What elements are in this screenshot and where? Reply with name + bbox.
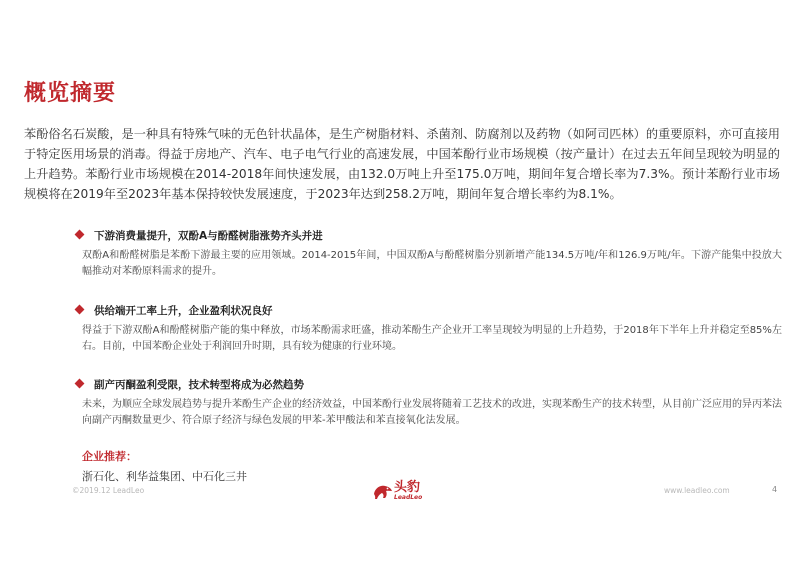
summary-section-3	[82, 377, 782, 429]
summary-section-2	[82, 303, 782, 355]
section-body: 双酚A和酚醛树脂是苯酚下游最主要的应用领域。2014-2015年间，中国双酚A与酚醛树脂分别新增产能134.5万吨/年和126.9万吨/年。下游产能集中投放大幅推动对苯酚原料需求的提升。	[82, 250, 782, 277]
recommend-companies: 浙石化、利华益集团、中石化三井	[82, 470, 247, 483]
diamond-bullet-icon	[75, 305, 85, 315]
section-body: 未来，为顺应全球发展趋势与提升苯酚生产企业的经济效益，中国苯酚行业发展将随着工艺技术的改进，实现苯酚生产的技术转型，从目前广泛应用的异丙苯法向副产丙酮数量更少、符合原子经济与绿色发展的甲苯-苯甲酸法和苯直接氧化法发展。	[82, 399, 782, 426]
intro-paragraph: 苯酚俗名石炭酸，是一种具有特殊气味的无色针状晶体，是生产树脂材料、杀菌剂、防腐剂以及药物（如阿司匹林）的重要原料，亦可直接用于特定医用场景的消毒。得益于房地产、汽车、电子电气行业的高速发展，中国苯酚行业市场规模（按产量计）在过去五年间呈现较为明显的上升趋势。苯酚行业市场规模在2014-2018年间快速发展，由132.0万吨上升至175.0万吨，期间年复合增长率为7.3%。预计苯酚行业市场规模将在2019年至2023年基本保持较快发展速度，于2023年达到258.2万吨，期间年复合增长率约为8.1%。	[24, 127, 780, 201]
recommend-label: 企业推荐：	[82, 450, 137, 463]
diamond-bullet-icon	[75, 379, 85, 389]
diamond-bullet-icon	[75, 230, 85, 240]
page-title: 概览摘要	[24, 81, 117, 106]
leadleo-logo	[372, 474, 432, 508]
footer-copyright: ©2019.12 LeadLeo	[72, 486, 145, 495]
summary-section-1	[82, 228, 782, 280]
footer-url[interactable]: www.leadleo.com	[664, 486, 730, 495]
page-number: 4	[772, 485, 778, 494]
section-body: 得益于下游双酚A和酚醛树脂产能的集中释放，市场苯酚需求旺盛，推动苯酚生产企业开工率呈现较为明显的上升趋势，于2018年下半年上升并稳定至85%左右。目前，中国苯酚企业处于利润回升时期，具有较为健康的行业环境。	[82, 325, 782, 352]
section-title: 下游消费量提升，双酚A与酚醛树脂涨势齐头并进	[94, 230, 323, 242]
logo-text-en: LeadLeo	[394, 494, 423, 501]
leopard-icon	[372, 480, 394, 502]
logo-text-cn: 头豹	[394, 480, 421, 495]
section-title: 供给端开工率上升，企业盈利状况良好	[94, 305, 273, 317]
section-title: 副产丙酮盈利受限，技术转型将成为必然趋势	[94, 379, 304, 391]
